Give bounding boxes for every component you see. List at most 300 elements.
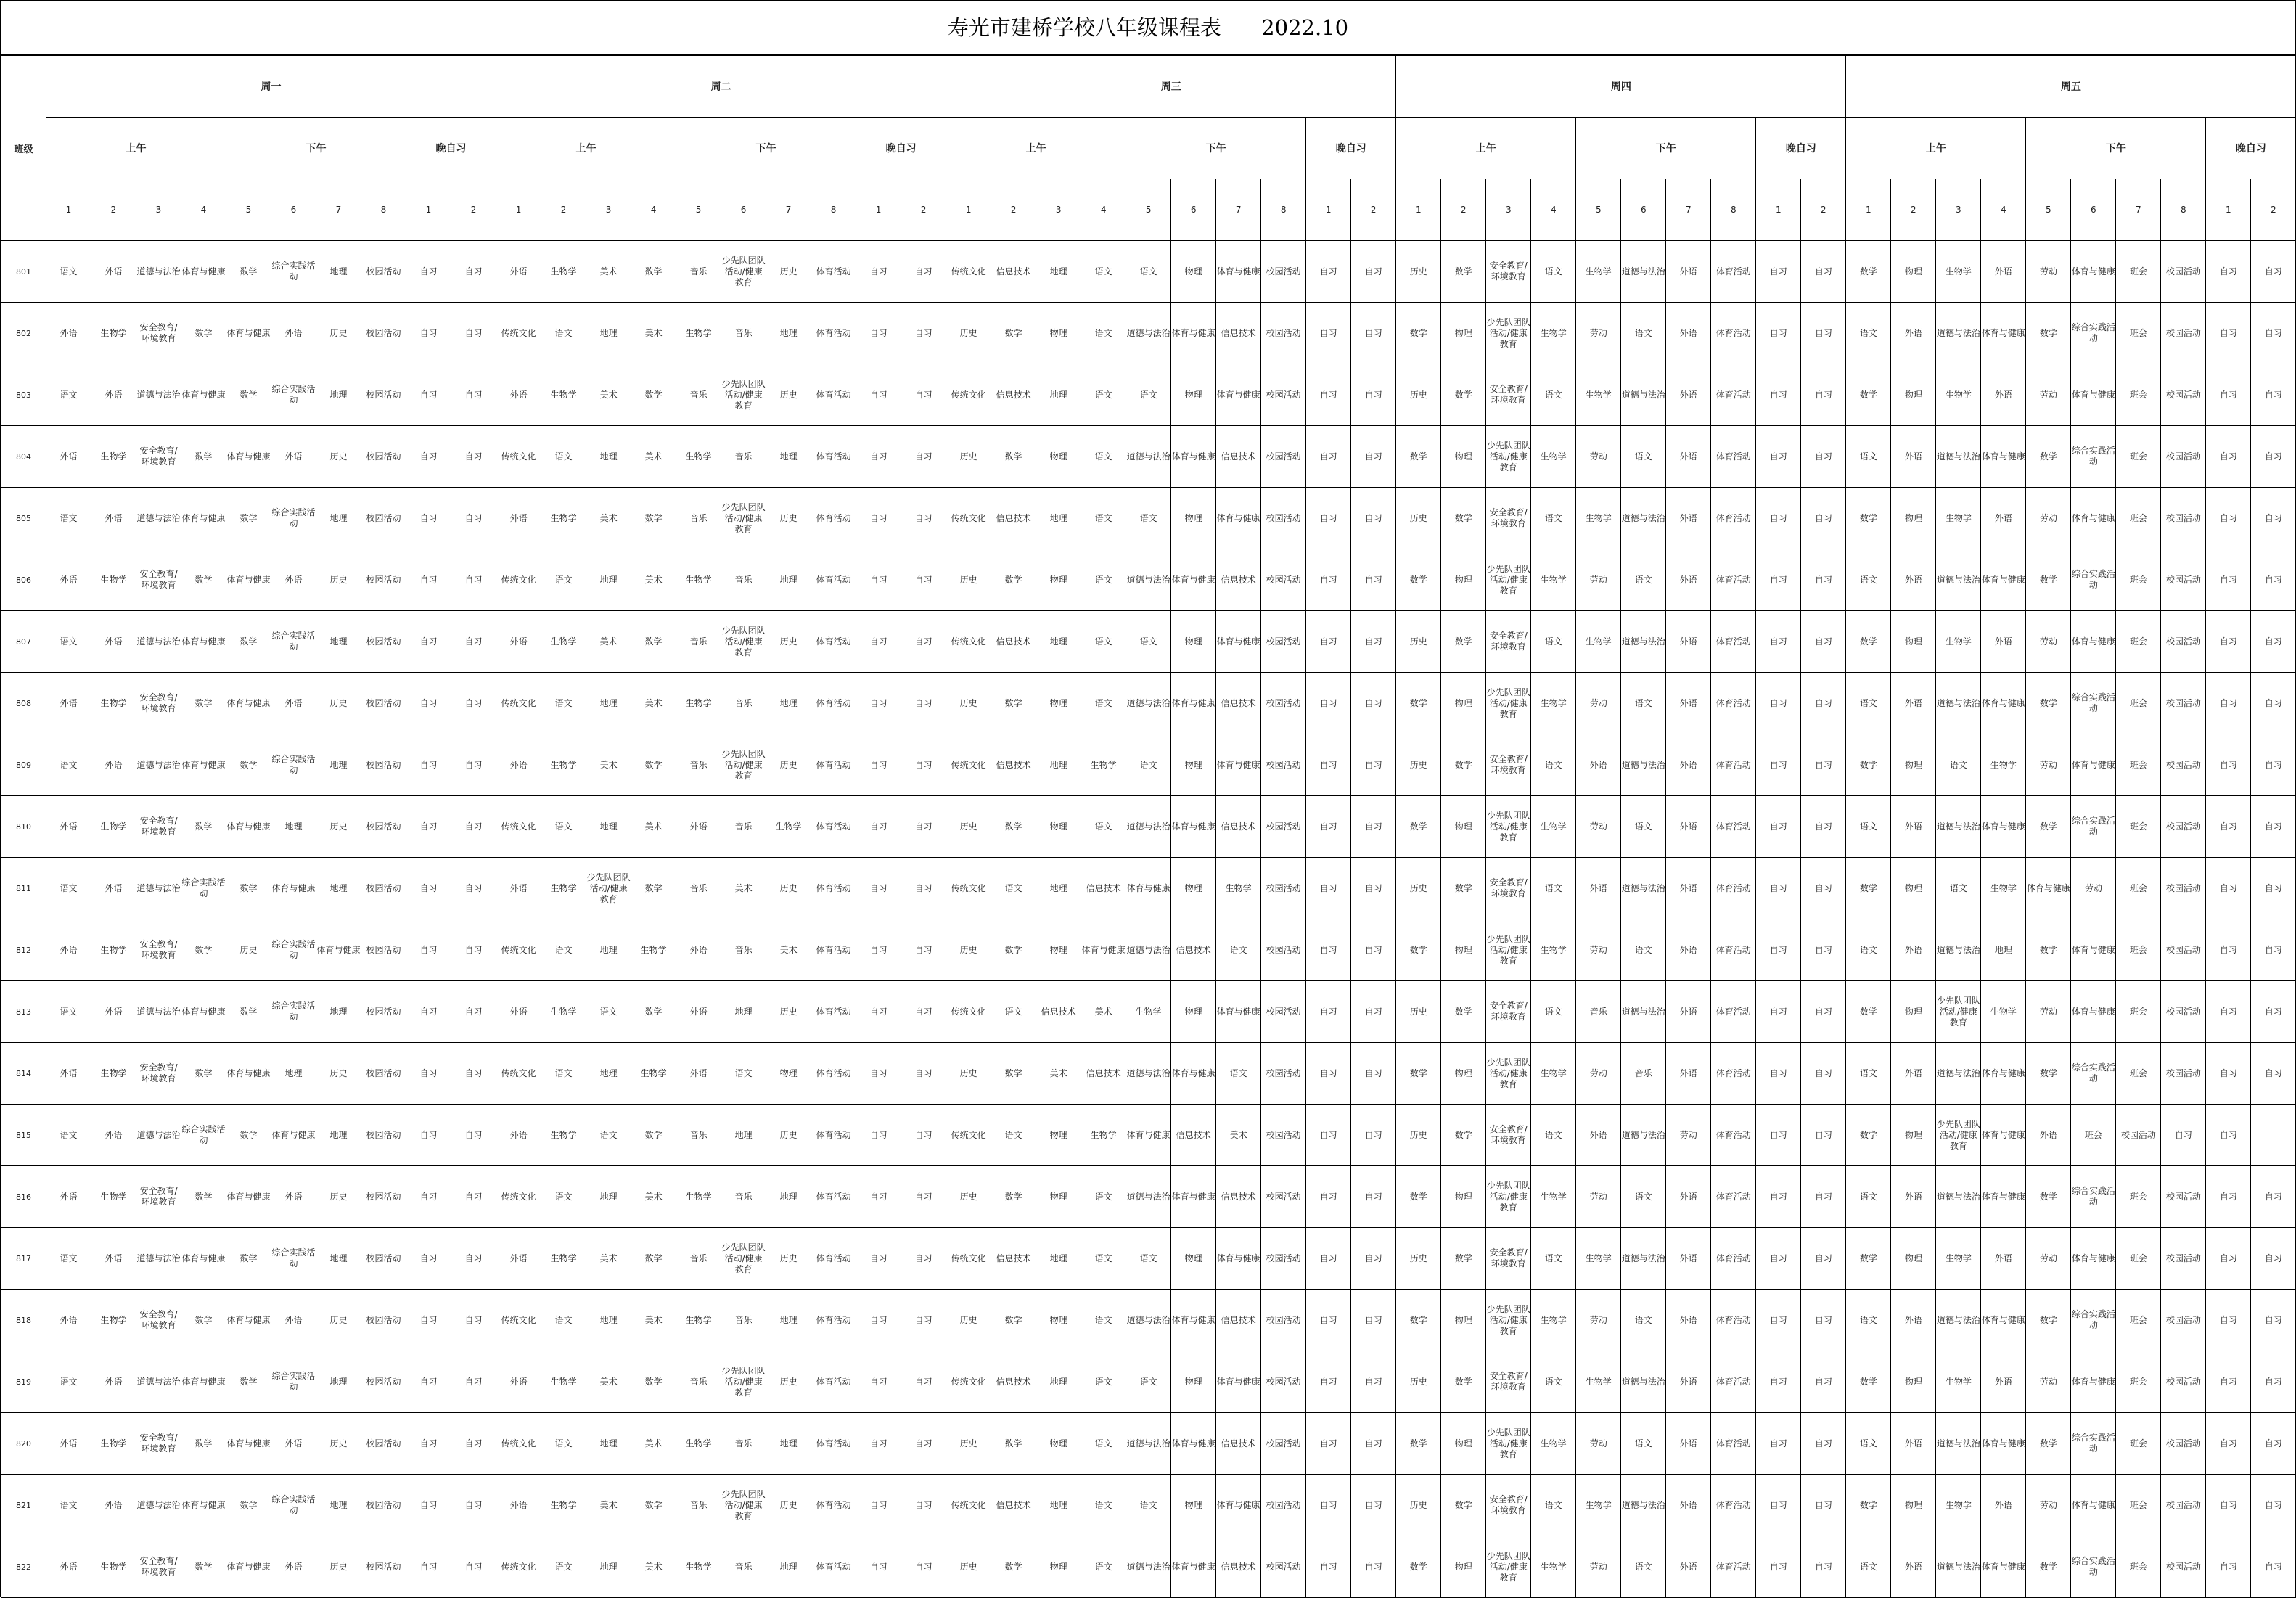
subject-cell: 历史 [766, 1228, 811, 1290]
subject-cell: 体育活动 [811, 1475, 856, 1536]
subject-cell: 语文 [1621, 1536, 1666, 1598]
subject-cell: 体育活动 [1711, 364, 1756, 426]
subject-cell: 音乐 [676, 1105, 721, 1166]
subject-cell: 历史 [1396, 611, 1441, 673]
subject-cell: 传统文化 [946, 1475, 991, 1536]
subject-cell: 物理 [1441, 1166, 1486, 1228]
period-number: 8 [361, 179, 406, 241]
subject-cell: 自习 [1756, 1228, 1801, 1290]
subject-cell: 体育与健康 [1981, 1536, 2026, 1598]
subject-cell: 体育与健康 [226, 1043, 271, 1105]
subject-cell: 体育与健康 [1981, 1413, 2026, 1475]
subject-cell: 自习 [2251, 1413, 2296, 1475]
subject-cell: 生物学 [91, 303, 136, 364]
subject-cell: 体育与健康 [181, 1228, 226, 1290]
subject-cell: 道德与法治 [1936, 673, 1981, 734]
subject-cell: 音乐 [721, 919, 766, 981]
subject-cell: 外语 [91, 488, 136, 549]
subject-cell: 道德与法治 [1936, 549, 1981, 611]
subject-cell: 历史 [946, 1043, 991, 1105]
session-header: 上午 [46, 118, 226, 179]
subject-cell: 自习 [1756, 1475, 1801, 1536]
subject-cell: 美术 [766, 919, 811, 981]
subject-cell: 地理 [766, 426, 811, 488]
subject-cell: 劳动 [1576, 1166, 1621, 1228]
subject-cell: 物理 [1171, 1351, 1216, 1413]
subject-cell: 自习 [1306, 1351, 1351, 1413]
subject-cell: 体育与健康 [181, 1475, 226, 1536]
subject-cell: 少先队团队活动/健康教育 [721, 241, 766, 303]
period-number: 3 [1936, 179, 1981, 241]
subject-cell: 体育活动 [1711, 1475, 1756, 1536]
subject-cell: 音乐 [676, 611, 721, 673]
subject-cell: 自习 [451, 1351, 496, 1413]
subject-cell: 自习 [1756, 364, 1801, 426]
subject-cell: 自习 [1756, 241, 1801, 303]
subject-cell: 体育与健康 [226, 1166, 271, 1228]
subject-cell: 自习 [1306, 981, 1351, 1043]
subject-cell: 自习 [901, 1166, 946, 1228]
subject-cell: 外语 [46, 919, 91, 981]
subject-cell: 自习 [2251, 796, 2296, 858]
subject-cell: 校园活动 [2161, 734, 2206, 796]
subject-cell: 班会 [2116, 1290, 2161, 1351]
subject-cell: 自习 [856, 549, 901, 611]
subject-cell: 生物学 [91, 1166, 136, 1228]
subject-cell: 外语 [1891, 549, 1936, 611]
subject-cell: 自习 [1801, 981, 1846, 1043]
subject-cell: 数学 [1396, 303, 1441, 364]
subject-cell: 体育活动 [811, 1166, 856, 1228]
subject-cell: 物理 [1891, 734, 1936, 796]
subject-cell: 校园活动 [1261, 488, 1306, 549]
subject-cell: 语文 [1621, 1290, 1666, 1351]
subject-cell: 自习 [856, 734, 901, 796]
subject-cell: 自习 [2206, 734, 2251, 796]
subject-cell: 语文 [46, 1105, 91, 1166]
session-header: 晚自习 [856, 118, 946, 179]
subject-cell: 安全教育/环境教育 [136, 1166, 181, 1228]
subject-cell: 信息技术 [1171, 1105, 1216, 1166]
class-number: 815 [1, 1105, 46, 1166]
subject-cell: 语文 [1081, 1166, 1126, 1228]
subject-cell: 历史 [766, 241, 811, 303]
subject-cell: 数学 [1846, 611, 1891, 673]
subject-cell: 劳动 [2026, 1475, 2071, 1536]
subject-cell: 道德与法治 [1936, 303, 1981, 364]
subject-cell: 外语 [91, 1351, 136, 1413]
subject-cell: 自习 [1756, 1536, 1801, 1598]
subject-cell: 自习 [901, 858, 946, 919]
table-row [1, 1228, 2296, 1290]
subject-cell: 地理 [766, 1413, 811, 1475]
table-row [1, 611, 2296, 673]
subject-cell: 自习 [856, 919, 901, 981]
table-row [1, 549, 2296, 611]
subject-cell: 安全教育/环境教育 [136, 303, 181, 364]
subject-cell: 自习 [2206, 1043, 2251, 1105]
subject-cell: 自习 [2206, 1228, 2251, 1290]
subject-cell: 少先队团队活动/健康教育 [721, 1475, 766, 1536]
subject-cell: 体育活动 [811, 734, 856, 796]
subject-cell: 校园活动 [2161, 1166, 2206, 1228]
subject-cell: 体育活动 [1711, 919, 1756, 981]
subject-cell: 地理 [316, 734, 361, 796]
subject-cell: 物理 [1441, 796, 1486, 858]
subject-cell: 外语 [271, 549, 316, 611]
subject-cell: 外语 [1981, 1228, 2026, 1290]
subject-cell: 语文 [721, 1043, 766, 1105]
subject-cell: 校园活动 [361, 1413, 406, 1475]
subject-cell: 生物学 [1981, 981, 2026, 1043]
subject-cell: 劳动 [2026, 1228, 2071, 1290]
subject-cell: 数学 [1441, 364, 1486, 426]
table-row [1, 241, 2296, 303]
subject-cell: 自习 [1756, 981, 1801, 1043]
subject-cell: 自习 [1351, 858, 1396, 919]
subject-cell: 美术 [631, 1166, 676, 1228]
subject-cell: 传统文化 [946, 488, 991, 549]
subject-cell: 外语 [46, 426, 91, 488]
subject-cell: 体育与健康 [2071, 364, 2116, 426]
period-number: 5 [226, 179, 271, 241]
period-number: 5 [1126, 179, 1171, 241]
subject-cell: 外语 [46, 549, 91, 611]
subject-cell: 历史 [226, 919, 271, 981]
class-number: 812 [1, 919, 46, 981]
subject-cell: 自习 [1306, 1536, 1351, 1598]
subject-cell: 数学 [631, 611, 676, 673]
subject-cell: 语文 [1531, 364, 1576, 426]
subject-cell: 校园活动 [2161, 1228, 2206, 1290]
subject-cell: 外语 [1666, 1290, 1711, 1351]
period-number: 8 [2161, 179, 2206, 241]
subject-cell: 地理 [316, 364, 361, 426]
subject-cell: 自习 [856, 1351, 901, 1413]
subject-cell: 语文 [46, 611, 91, 673]
subject-cell: 地理 [1981, 919, 2026, 981]
subject-cell: 自习 [1756, 303, 1801, 364]
subject-cell: 信息技术 [991, 1228, 1036, 1290]
subject-cell: 体育与健康 [1216, 1475, 1261, 1536]
subject-cell: 物理 [1036, 549, 1081, 611]
subject-cell: 自习 [1306, 241, 1351, 303]
period-number: 2 [2251, 179, 2296, 241]
subject-cell: 传统文化 [496, 1043, 541, 1105]
period-number: 2 [1351, 179, 1396, 241]
subject-cell: 安全教育/环境教育 [1486, 364, 1531, 426]
subject-cell: 校园活动 [2161, 673, 2206, 734]
subject-cell: 自习 [1351, 919, 1396, 981]
subject-cell: 综合实践活动 [271, 611, 316, 673]
subject-cell: 体育与健康 [181, 1351, 226, 1413]
subject-cell: 校园活动 [1261, 1351, 1306, 1413]
subject-cell: 校园活动 [2161, 241, 2206, 303]
subject-cell: 自习 [2206, 981, 2251, 1043]
subject-cell: 美术 [631, 1536, 676, 1598]
subject-cell: 班会 [2116, 1413, 2161, 1475]
subject-cell: 校园活动 [1261, 303, 1306, 364]
subject-cell: 外语 [46, 1166, 91, 1228]
subject-cell: 少先队团队活动/健康教育 [1486, 1536, 1531, 1598]
subject-cell: 道德与法治 [136, 611, 181, 673]
subject-cell: 自习 [451, 1043, 496, 1105]
subject-cell: 生物学 [91, 1290, 136, 1351]
subject-cell: 外语 [1891, 1290, 1936, 1351]
subject-cell: 道德与法治 [136, 1475, 181, 1536]
subject-cell: 自习 [1306, 919, 1351, 981]
subject-cell: 历史 [316, 796, 361, 858]
subject-cell: 外语 [271, 673, 316, 734]
subject-cell: 数学 [1846, 364, 1891, 426]
subject-cell: 自习 [856, 241, 901, 303]
subject-cell: 校园活动 [1261, 364, 1306, 426]
subject-cell: 语文 [1126, 1475, 1171, 1536]
subject-cell: 校园活动 [361, 549, 406, 611]
subject-cell: 生物学 [1531, 1536, 1576, 1598]
subject-cell: 道德与法治 [1621, 364, 1666, 426]
subject-cell: 自习 [856, 796, 901, 858]
subject-cell: 数学 [226, 1105, 271, 1166]
subject-cell: 道德与法治 [136, 734, 181, 796]
subject-cell: 历史 [946, 796, 991, 858]
subject-cell: 外语 [271, 426, 316, 488]
subject-cell: 体育活动 [1711, 734, 1756, 796]
subject-cell: 体育活动 [1711, 1043, 1756, 1105]
session-header: 晚自习 [406, 118, 496, 179]
subject-cell: 物理 [1171, 858, 1216, 919]
subject-cell: 外语 [1666, 1351, 1711, 1413]
period-number: 2 [901, 179, 946, 241]
subject-cell: 少先队团队活动/健康教育 [1936, 981, 1981, 1043]
subject-cell: 校园活动 [361, 1043, 406, 1105]
subject-cell: 传统文化 [496, 919, 541, 981]
subject-cell: 自习 [1351, 488, 1396, 549]
subject-cell: 体育与健康 [1216, 364, 1261, 426]
subject-cell: 外语 [676, 919, 721, 981]
subject-cell: 地理 [316, 488, 361, 549]
subject-cell: 自习 [451, 241, 496, 303]
subject-cell: 体育活动 [1711, 1290, 1756, 1351]
subject-cell: 外语 [1666, 241, 1711, 303]
subject-cell: 地理 [1036, 734, 1081, 796]
subject-cell: 道德与法治 [1936, 796, 1981, 858]
subject-cell: 历史 [1396, 241, 1441, 303]
subject-cell: 自习 [406, 1166, 451, 1228]
subject-cell: 体育活动 [1711, 858, 1756, 919]
subject-cell: 历史 [946, 673, 991, 734]
subject-cell: 体育活动 [811, 1043, 856, 1105]
subject-cell: 自习 [2251, 241, 2296, 303]
subject-cell: 语文 [991, 981, 1036, 1043]
subject-cell: 校园活动 [1261, 611, 1306, 673]
subject-cell: 生物学 [1126, 981, 1171, 1043]
class-number: 806 [1, 549, 46, 611]
subject-cell: 班会 [2116, 488, 2161, 549]
subject-cell: 体育与健康 [2026, 858, 2071, 919]
day-header: 周四 [1396, 56, 1846, 118]
subject-cell: 生物学 [676, 673, 721, 734]
subject-cell: 音乐 [676, 1351, 721, 1413]
table-row [1, 734, 2296, 796]
subject-cell: 自习 [1756, 734, 1801, 796]
subject-cell: 道德与法治 [1936, 1166, 1981, 1228]
subject-cell: 少先队团队活动/健康教育 [1486, 549, 1531, 611]
subject-cell: 物理 [1891, 241, 1936, 303]
subject-cell: 语文 [586, 981, 631, 1043]
subject-cell: 安全教育/环境教育 [1486, 734, 1531, 796]
subject-cell: 体育与健康 [1081, 919, 1126, 981]
subject-cell: 自习 [451, 549, 496, 611]
subject-cell: 体育与健康 [226, 796, 271, 858]
subject-cell: 生物学 [1936, 1351, 1981, 1413]
table-row [1, 426, 2296, 488]
subject-cell: 数学 [226, 241, 271, 303]
subject-cell: 体育活动 [811, 1413, 856, 1475]
subject-cell: 外语 [271, 303, 316, 364]
subject-cell: 数学 [2026, 1043, 2071, 1105]
subject-cell: 自习 [1306, 488, 1351, 549]
subject-cell: 生物学 [1981, 734, 2026, 796]
subject-cell: 外语 [1666, 549, 1711, 611]
subject-cell: 安全教育/环境教育 [1486, 1228, 1531, 1290]
subject-cell: 生物学 [91, 919, 136, 981]
subject-cell: 自习 [1801, 734, 1846, 796]
subject-cell: 数学 [991, 1166, 1036, 1228]
subject-cell: 自习 [1306, 1228, 1351, 1290]
subject-cell: 物理 [1036, 426, 1081, 488]
table-row [1, 364, 2296, 426]
subject-cell: 物理 [1441, 426, 1486, 488]
subject-cell: 自习 [1801, 1166, 1846, 1228]
subject-cell: 自习 [1801, 364, 1846, 426]
subject-cell: 数学 [1441, 981, 1486, 1043]
subject-cell: 劳动 [2026, 364, 2071, 426]
subject-cell: 自习 [901, 1351, 946, 1413]
subject-cell: 道德与法治 [1936, 1043, 1981, 1105]
subject-cell: 物理 [1171, 1228, 1216, 1290]
subject-cell: 语文 [541, 796, 586, 858]
subject-cell: 生物学 [1981, 858, 2026, 919]
subject-cell: 语文 [46, 981, 91, 1043]
subject-cell: 校园活动 [2161, 303, 2206, 364]
subject-cell: 自习 [1306, 858, 1351, 919]
subject-cell: 综合实践活动 [271, 488, 316, 549]
subject-cell: 语文 [1126, 611, 1171, 673]
subject-cell: 体育活动 [811, 1536, 856, 1598]
period-number: 3 [136, 179, 181, 241]
subject-cell: 自习 [901, 1413, 946, 1475]
subject-cell: 数学 [631, 981, 676, 1043]
subject-cell: 校园活动 [2161, 796, 2206, 858]
subject-cell: 语文 [1531, 1228, 1576, 1290]
subject-cell: 体育活动 [811, 364, 856, 426]
subject-cell: 美术 [631, 549, 676, 611]
subject-cell: 历史 [946, 549, 991, 611]
period-number: 1 [1756, 179, 1801, 241]
subject-cell: 少先队团队活动/健康教育 [721, 488, 766, 549]
subject-cell: 传统文化 [946, 1228, 991, 1290]
subject-cell: 体育活动 [811, 673, 856, 734]
subject-cell: 自习 [2251, 1290, 2296, 1351]
subject-cell: 外语 [46, 1413, 91, 1475]
subject-cell: 语文 [541, 673, 586, 734]
subject-cell: 音乐 [1621, 1043, 1666, 1105]
subject-cell: 数学 [1441, 241, 1486, 303]
subject-cell: 生物学 [541, 611, 586, 673]
subject-cell: 自习 [901, 796, 946, 858]
period-number: 1 [46, 179, 91, 241]
subject-cell: 生物学 [676, 549, 721, 611]
subject-cell: 体育与健康 [1981, 1105, 2026, 1166]
subject-cell: 少先队团队活动/健康教育 [1486, 1043, 1531, 1105]
subject-cell: 班会 [2116, 611, 2161, 673]
subject-cell: 自习 [1801, 1043, 1846, 1105]
subject-cell: 校园活动 [1261, 919, 1306, 981]
subject-cell: 道德与法治 [1621, 734, 1666, 796]
subject-cell: 外语 [496, 364, 541, 426]
subject-cell: 语文 [1531, 1351, 1576, 1413]
subject-cell: 数学 [1846, 1351, 1891, 1413]
subject-cell: 历史 [766, 1475, 811, 1536]
subject-cell: 信息技术 [1216, 796, 1261, 858]
subject-cell: 自习 [856, 1228, 901, 1290]
subject-cell: 语文 [541, 1290, 586, 1351]
class-number: 811 [1, 858, 46, 919]
subject-cell: 自习 [2206, 1166, 2251, 1228]
subject-cell: 传统文化 [496, 426, 541, 488]
day-header: 周三 [946, 56, 1396, 118]
subject-cell: 美术 [631, 1413, 676, 1475]
subject-cell: 数学 [991, 1536, 1036, 1598]
subject-cell: 自习 [1306, 611, 1351, 673]
subject-cell: 自习 [1351, 673, 1396, 734]
subject-cell: 自习 [2251, 1166, 2296, 1228]
subject-cell: 自习 [1351, 426, 1396, 488]
subject-cell: 生物学 [1531, 1043, 1576, 1105]
subject-cell: 生物学 [541, 981, 586, 1043]
subject-cell: 体育活动 [1711, 1536, 1756, 1598]
subject-cell: 音乐 [676, 734, 721, 796]
class-number: 804 [1, 426, 46, 488]
subject-cell: 道德与法治 [136, 241, 181, 303]
subject-cell: 外语 [1666, 919, 1711, 981]
subject-cell: 生物学 [631, 919, 676, 981]
subject-cell: 外语 [1981, 1475, 2026, 1536]
subject-cell: 外语 [1666, 981, 1711, 1043]
subject-cell: 语文 [1531, 1475, 1576, 1536]
subject-cell: 生物学 [1531, 1290, 1576, 1351]
subject-cell: 体育与健康 [1216, 488, 1261, 549]
subject-cell: 历史 [316, 673, 361, 734]
subject-cell: 体育活动 [811, 241, 856, 303]
subject-cell: 数学 [226, 1228, 271, 1290]
subject-cell: 数学 [1846, 858, 1891, 919]
subject-cell: 自习 [451, 488, 496, 549]
subject-cell: 生物学 [1216, 858, 1261, 919]
subject-cell: 美术 [586, 488, 631, 549]
subject-cell: 外语 [496, 1228, 541, 1290]
subject-cell: 校园活动 [1261, 1413, 1306, 1475]
subject-cell: 生物学 [676, 1413, 721, 1475]
subject-cell: 体育与健康 [271, 858, 316, 919]
subject-cell: 历史 [316, 549, 361, 611]
subject-cell: 安全教育/环境教育 [136, 549, 181, 611]
subject-cell: 自习 [901, 919, 946, 981]
subject-cell: 外语 [46, 796, 91, 858]
subject-cell: 数学 [631, 1351, 676, 1413]
subject-cell: 传统文化 [496, 1413, 541, 1475]
